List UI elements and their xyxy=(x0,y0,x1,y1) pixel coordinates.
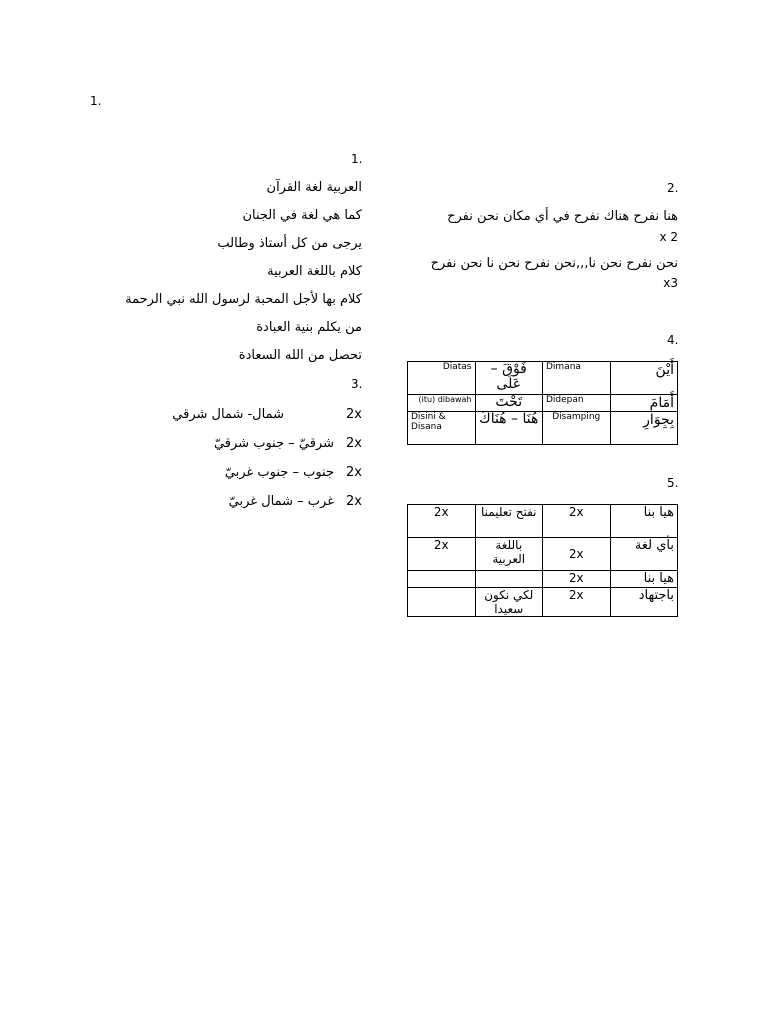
table-cell: أَمَامَ xyxy=(610,395,678,412)
table-cell: 2x xyxy=(543,571,611,588)
table-cell: 2x xyxy=(543,588,611,617)
table-row xyxy=(408,362,678,395)
table-cell: 2x xyxy=(543,538,611,571)
table-row xyxy=(408,538,678,571)
top-list-number: 1. xyxy=(90,94,102,108)
table-cell: Disamping xyxy=(543,412,611,445)
poem-line: كلام بها لأجل المحبة لرسول الله نبي الرحمة xyxy=(125,292,362,307)
table-cell: 2x xyxy=(408,505,476,538)
table-cell: Dimana xyxy=(543,362,611,395)
table-cell: باللغة العربية xyxy=(475,538,543,571)
chant-table xyxy=(407,504,678,617)
poem-line: من يكلم بنية العبادة xyxy=(256,320,362,335)
poem-line: كلام باللغة العربية xyxy=(267,264,362,279)
table-cell: هُنَا – هُنَاكَ xyxy=(475,412,543,445)
song-line-2: نحن نفرح نحن نا,,,نحن نفرح نحن نا نحن نفرح xyxy=(430,256,678,271)
song-line-1: هنا نفرح هناك نفرح في أي مكان نحن نفرح xyxy=(447,209,678,224)
direction-row xyxy=(162,463,362,483)
vocabulary-table xyxy=(407,361,678,445)
table-row xyxy=(408,412,678,445)
table-cell: تَحْتَ xyxy=(475,395,543,412)
table-row xyxy=(408,588,678,617)
direction-text: غرب – شمال غربيّ xyxy=(228,494,334,509)
section-3-number: 3. xyxy=(351,377,363,391)
table-cell: هيا بنا xyxy=(610,571,678,588)
table-cell: 2x xyxy=(408,538,476,571)
direction-count: 2x xyxy=(346,407,362,422)
table-cell: Disini & Disana xyxy=(408,412,476,445)
table-row xyxy=(408,571,678,588)
table-cell: 2x xyxy=(543,505,611,538)
table-cell xyxy=(475,571,543,588)
poem-line: كما هي لغة في الجنان xyxy=(242,208,362,223)
section-5-number: 5. xyxy=(667,476,679,490)
table-cell: لكي نكون سعيدا xyxy=(475,588,543,617)
section-2-number: 2. xyxy=(667,181,679,195)
table-cell: نفتح تعليمنا xyxy=(475,505,543,538)
table-row xyxy=(408,505,678,538)
direction-count: 2x xyxy=(346,465,362,480)
section-1-number: 1. xyxy=(351,152,363,166)
table-cell: فَوْقَ – عَلَى xyxy=(475,362,543,395)
table-row xyxy=(408,395,678,412)
poem-line: يرجى من كل أستاذ وطالب xyxy=(217,236,362,251)
table-cell: Diatas xyxy=(408,362,476,395)
song-line-1-repeat: x 2 xyxy=(659,230,678,244)
song-line-2-repeat: x3 xyxy=(663,276,678,290)
direction-row xyxy=(162,434,362,454)
table-cell: هيا بنا xyxy=(610,505,678,538)
section-4-number: 4. xyxy=(667,333,679,347)
table-cell: بِجِوَارِ xyxy=(610,412,678,445)
direction-row xyxy=(162,405,362,425)
table-cell: (itu) dibawah xyxy=(408,395,476,412)
poem-line: تحصل من الله السعادة xyxy=(238,348,362,363)
direction-count: 2x xyxy=(346,436,362,451)
table-cell: بأي لغة xyxy=(610,538,678,571)
poem-line: العربية لغة القرآن xyxy=(266,180,362,195)
direction-text: جنوب – جنوب غربيّ xyxy=(224,465,334,480)
direction-text: شمال- شمال شرقي xyxy=(172,407,284,422)
table-cell xyxy=(408,571,476,588)
direction-text: شرقيّ – جنوب شرقيّ xyxy=(213,436,334,451)
table-cell: باجتهاد xyxy=(610,588,678,617)
table-cell: أَيْنَ xyxy=(610,362,678,395)
direction-count: 2x xyxy=(346,494,362,509)
direction-row xyxy=(162,492,362,512)
table-cell: Didepan xyxy=(543,395,611,412)
table-cell xyxy=(408,588,476,617)
